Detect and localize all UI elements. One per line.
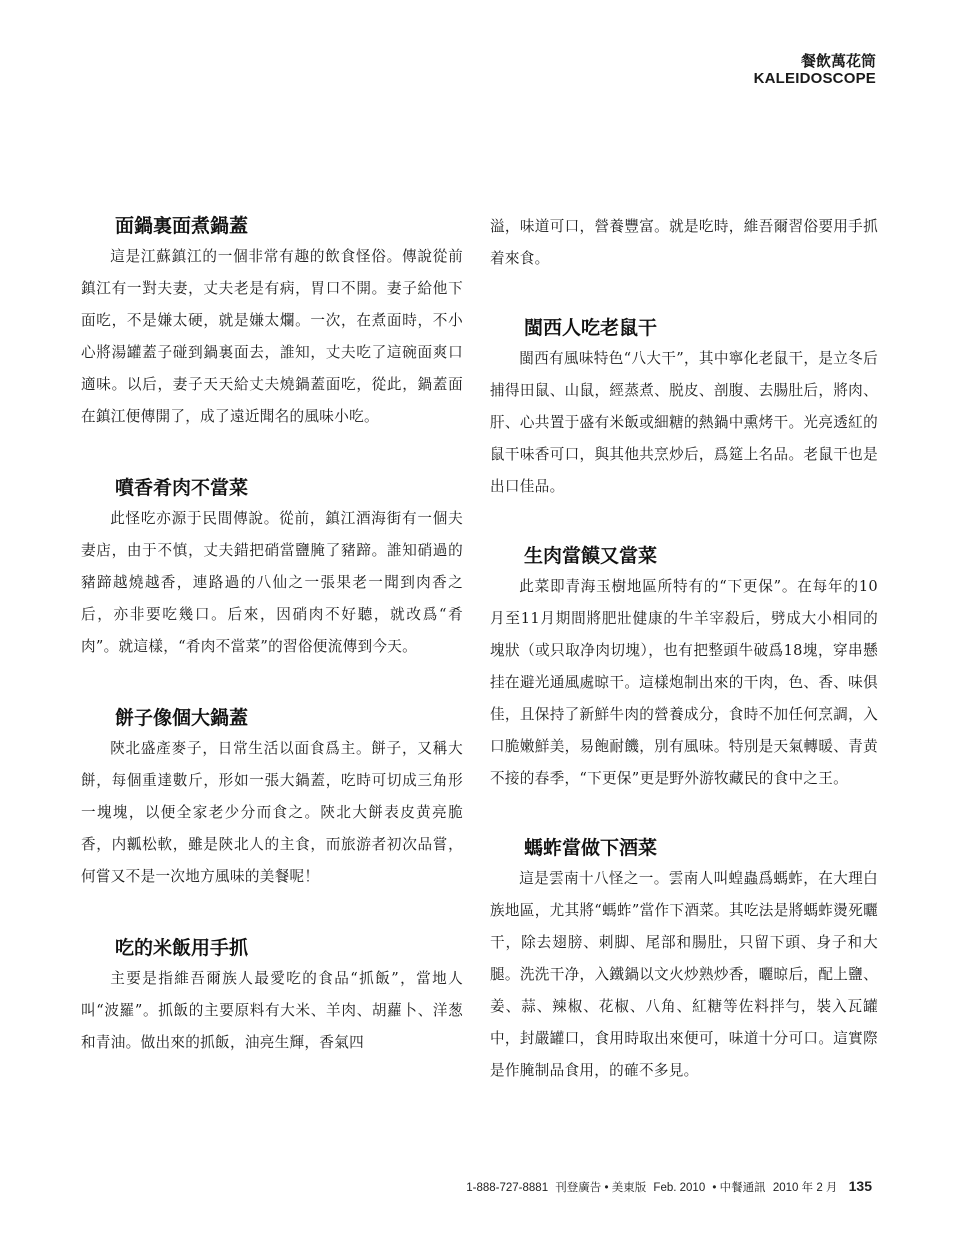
section-title-cn: 餐飲萬花筒 bbox=[800, 52, 876, 70]
article-section bbox=[81, 933, 463, 1059]
footer-phone: 1-888-727-8881 bbox=[466, 1182, 549, 1194]
article-body: 此菜即青海玉樹地區所特有的“下更保”。在每年的10月至11月期間將肥壯健康的牛羊宰殺后，劈成大小相同的塊狀（或只取净肉切塊），也有把整頭牛破爲18塊，穿串懸挂在避光通風處晾干。這樣炮制出來的干肉，色、香、味俱佳，且保持了新鮮牛肉的營養成分，食時不加任何烹調，入口脆嫩鮮美，易飽耐饑，別有風味。特別是天氣轉暖、青黄不接的春季，“下更保”更是野外游牧藏民的食中之王。 bbox=[490, 578, 878, 787]
continued-text: 溢，味道可口，營養豐富。就是吃時，維吾爾習俗要用手抓着來食。 bbox=[490, 218, 878, 267]
article-heading: 餅子像個大鍋蓋 bbox=[115, 707, 249, 729]
article-body: 主要是指維吾爾族人最愛吃的食品“抓飯”，當地人叫“波羅”。抓飯的主要原料有大米、羊肉、胡蘿卜、洋葱和青油。做出來的抓飯，油亮生輝，香氣四 bbox=[81, 970, 463, 1051]
article-section bbox=[490, 541, 878, 795]
page-number: 135 bbox=[848, 1178, 872, 1194]
article-body: 這是江蘇鎮江的一個非常有趣的飲食怪俗。傳說從前鎮江有一對夫妻，丈夫老是有病，胃口不開。妻子給他下面吃，不是嫌太硬，就是嫌太爛。一次，在煮面時，不小心將湯罐蓋子碰到鍋裏面去，誰知，丈夫吃了這碗面爽口適味。以后，妻子天天給丈夫燒鍋蓋面吃，從此，鍋蓋面在鎮江便傳開了，成了遠近聞名的風味小吃。 bbox=[81, 248, 463, 425]
article-heading: 閩西人吃老鼠干 bbox=[524, 317, 658, 339]
footer-date: 2010 年 2 月 bbox=[772, 1182, 838, 1194]
article-section bbox=[490, 833, 878, 1087]
article-body: 此怪吃亦源于民間傳說。從前，鎮江酒海街有一個夫妻店，由于不慎，丈夫錯把硝當鹽腌了豬蹄。誰知硝過的豬蹄越燒越香，連路過的八仙之一張果老一聞到肉香之后，亦非要吃幾口。后來，因硝肉不好聽，就改爲“肴肉”。就這樣，“肴肉不當菜”的習俗便流傳到今天。 bbox=[81, 510, 463, 655]
article-heading: 吃的米飯用手抓 bbox=[115, 937, 249, 959]
article-heading: 噴香肴肉不當菜 bbox=[115, 477, 249, 499]
left-column bbox=[81, 211, 463, 1059]
article-body: 陝北盛產麥子，日常生活以面食爲主。餅子，又稱大餅，每個重達數斤，形如一張大鍋蓋，吃時可切成三角形一塊塊，以便全家老少分而食之。陝北大餅表皮黄亮脆香，内瓤松軟，雖是陝北人的主食，而旅游者初次品嘗，何嘗又不是一次地方風味的美餐呢！ bbox=[81, 740, 463, 885]
footer-issue: Feb. 2010 bbox=[653, 1182, 706, 1194]
article-section bbox=[490, 313, 878, 503]
article-section bbox=[81, 703, 463, 893]
article-heading: 螞蚱當做下酒菜 bbox=[524, 837, 658, 859]
article-body: 閩西有風味特色“八大干”，其中寧化老鼠干，是立冬后捕得田鼠、山鼠，經蒸煮、脱皮、剖腹、去腸肚后，將肉、肝、心共置于盛有米飯或細糖的熱鍋中熏烤干。光亮透紅的鼠干味香可口，與其他共烹炒后，爲筵上名品。老鼠干也是出口佳品。 bbox=[490, 350, 878, 495]
right-column bbox=[490, 211, 878, 1087]
article-section bbox=[81, 473, 463, 663]
article-heading: 生肉當饃又當菜 bbox=[524, 545, 658, 567]
page-footer bbox=[466, 1178, 876, 1195]
page-header bbox=[754, 52, 876, 88]
section-title-en: KALEIDOSCOPE bbox=[753, 70, 876, 87]
article-body: 這是雲南十八怪之一。雲南人叫蝗蟲爲螞蚱，在大理白族地區，尤其將“螞蚱”當作下酒菜。其吃法是將螞蚱燙死曬干，除去翅膀、刺脚、尾部和腸肚，只留下頭、身子和大腿。洗洗干净，入鐵鍋以文火炒熟炒香，曬晾后，配上鹽、姜、蒜、辣椒、花椒、八角、紅糖等佐料拌勻，裝入瓦罐中，封嚴罐口，食用時取出來便可，味道十分可口。這實際是作腌制品食用，的確不多見。 bbox=[490, 870, 878, 1079]
article-section bbox=[81, 211, 463, 433]
footer-ad-text: 刊登廣告 • 美東版 bbox=[555, 1182, 647, 1194]
footer-publication: • 中餐通訊 bbox=[712, 1182, 766, 1194]
article-heading: 面鍋裏面煮鍋蓋 bbox=[115, 215, 249, 237]
